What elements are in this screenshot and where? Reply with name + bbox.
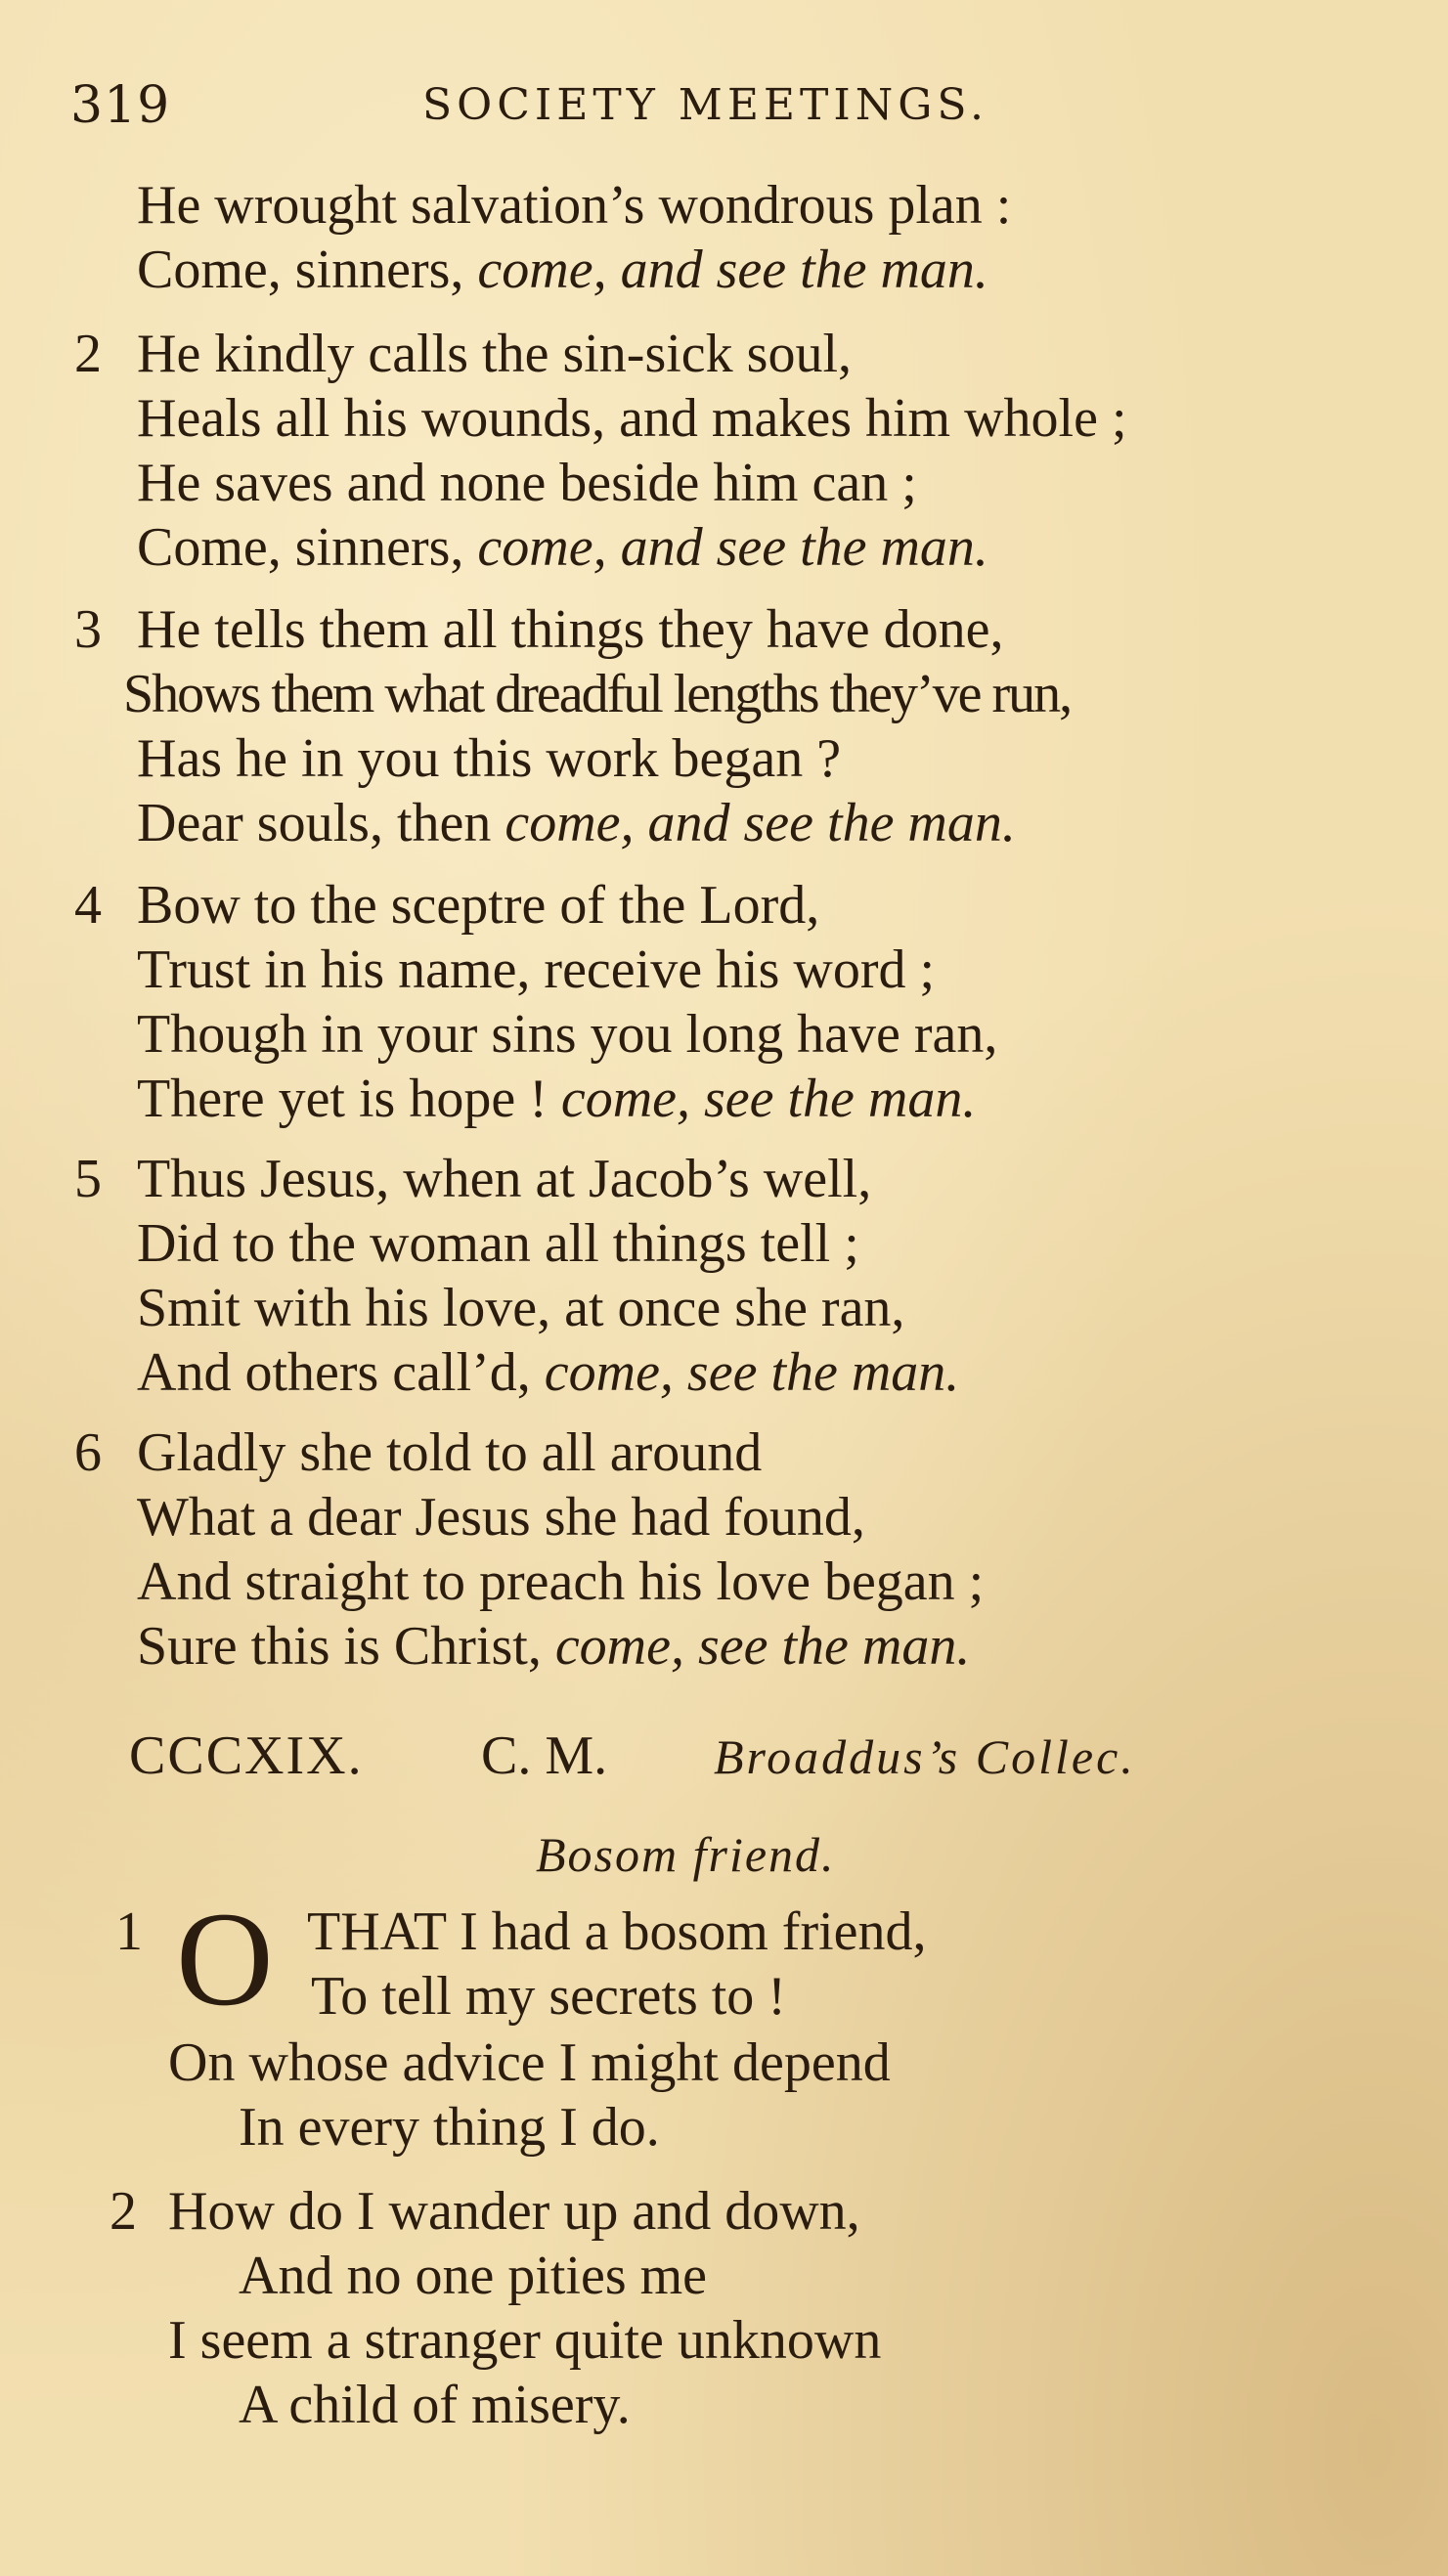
verse-line: On whose advice I might depend: [168, 2032, 891, 2093]
verse-line: Has he in you this work began ?: [137, 728, 842, 789]
verse-line: To tell my secrets to !: [311, 1966, 786, 2027]
stanza-number: 4: [74, 875, 102, 936]
verse-line: There yet is hope ! come, see the man.: [137, 1069, 977, 1129]
verse-line: Thus Jesus, when at Jacob’s well,: [137, 1149, 872, 1209]
verse-line: Trust in his name, receive his word ;: [137, 939, 936, 1000]
verse-line: He saves and none beside him can ;: [137, 453, 917, 513]
stanza-number: 5: [74, 1149, 102, 1209]
verse-line: What a dear Jesus she had found,: [137, 1487, 865, 1548]
stanza-number: 1: [115, 1901, 143, 1962]
page-number: 319: [70, 76, 171, 135]
running-head: SOCIETY MEETINGS.: [422, 80, 988, 130]
verse-line: Dear souls, then come, and see the man.: [137, 793, 1016, 853]
verse-line: He kindly calls the sin-sick soul,: [137, 324, 853, 384]
verse-line: How do I wander up and down,: [168, 2181, 860, 2242]
verse-line: And others call’d, come, see the man.: [137, 1342, 960, 1403]
verse-line: Sure this is Christ, come, see the man.: [137, 1616, 971, 1677]
verse-line: Though in your sins you long have ran,: [137, 1004, 998, 1065]
drop-cap: O: [176, 1884, 274, 2033]
verse-line: And no one pities me: [239, 2246, 708, 2306]
hymn-meter: C. M.: [481, 1725, 608, 1786]
verse-line: Smit with his love, at once she ran,: [137, 1278, 905, 1338]
verse-line: He wrought salvation’s wondrous plan :: [137, 175, 1012, 236]
verse-line: In every thing I do.: [239, 2097, 660, 2158]
stanza-number: 2: [74, 324, 102, 384]
verse-line: Did to the woman all things tell ;: [137, 1213, 859, 1274]
verse-line: Gladly she told to all around: [137, 1422, 763, 1483]
hymn-source: Broaddus’s Collec.: [714, 1729, 1136, 1784]
stanza-number: 6: [74, 1422, 102, 1483]
stanza-number: 3: [74, 599, 102, 660]
hymn-heading: [129, 1725, 1332, 1797]
verse-line: Shows them what dreadful lengths they’ve run,: [123, 664, 1072, 724]
page-header: [70, 76, 1381, 135]
verse-line: A child of misery.: [239, 2375, 631, 2435]
verse-line: Heals all his wounds, and makes him whole ;: [137, 388, 1127, 449]
verse-line: He tells them all things they have done,: [137, 599, 1004, 660]
verse-line: And straight to preach his love began ;: [137, 1551, 985, 1612]
verse-line: Bow to the sceptre of the Lord,: [137, 875, 820, 936]
verse-line: Come, sinners, come, and see the man.: [137, 240, 988, 300]
verse-line: I seem a stranger quite unknown: [168, 2310, 882, 2371]
verse-line: THAT I had a bosom friend,: [307, 1901, 927, 1962]
stanza-number: 2: [110, 2181, 137, 2242]
hymn-subtitle: Bosom friend.: [536, 1827, 836, 1882]
hymn-number: CCCXIX.: [129, 1725, 364, 1786]
verse-line: Come, sinners, come, and see the man.: [137, 517, 988, 578]
